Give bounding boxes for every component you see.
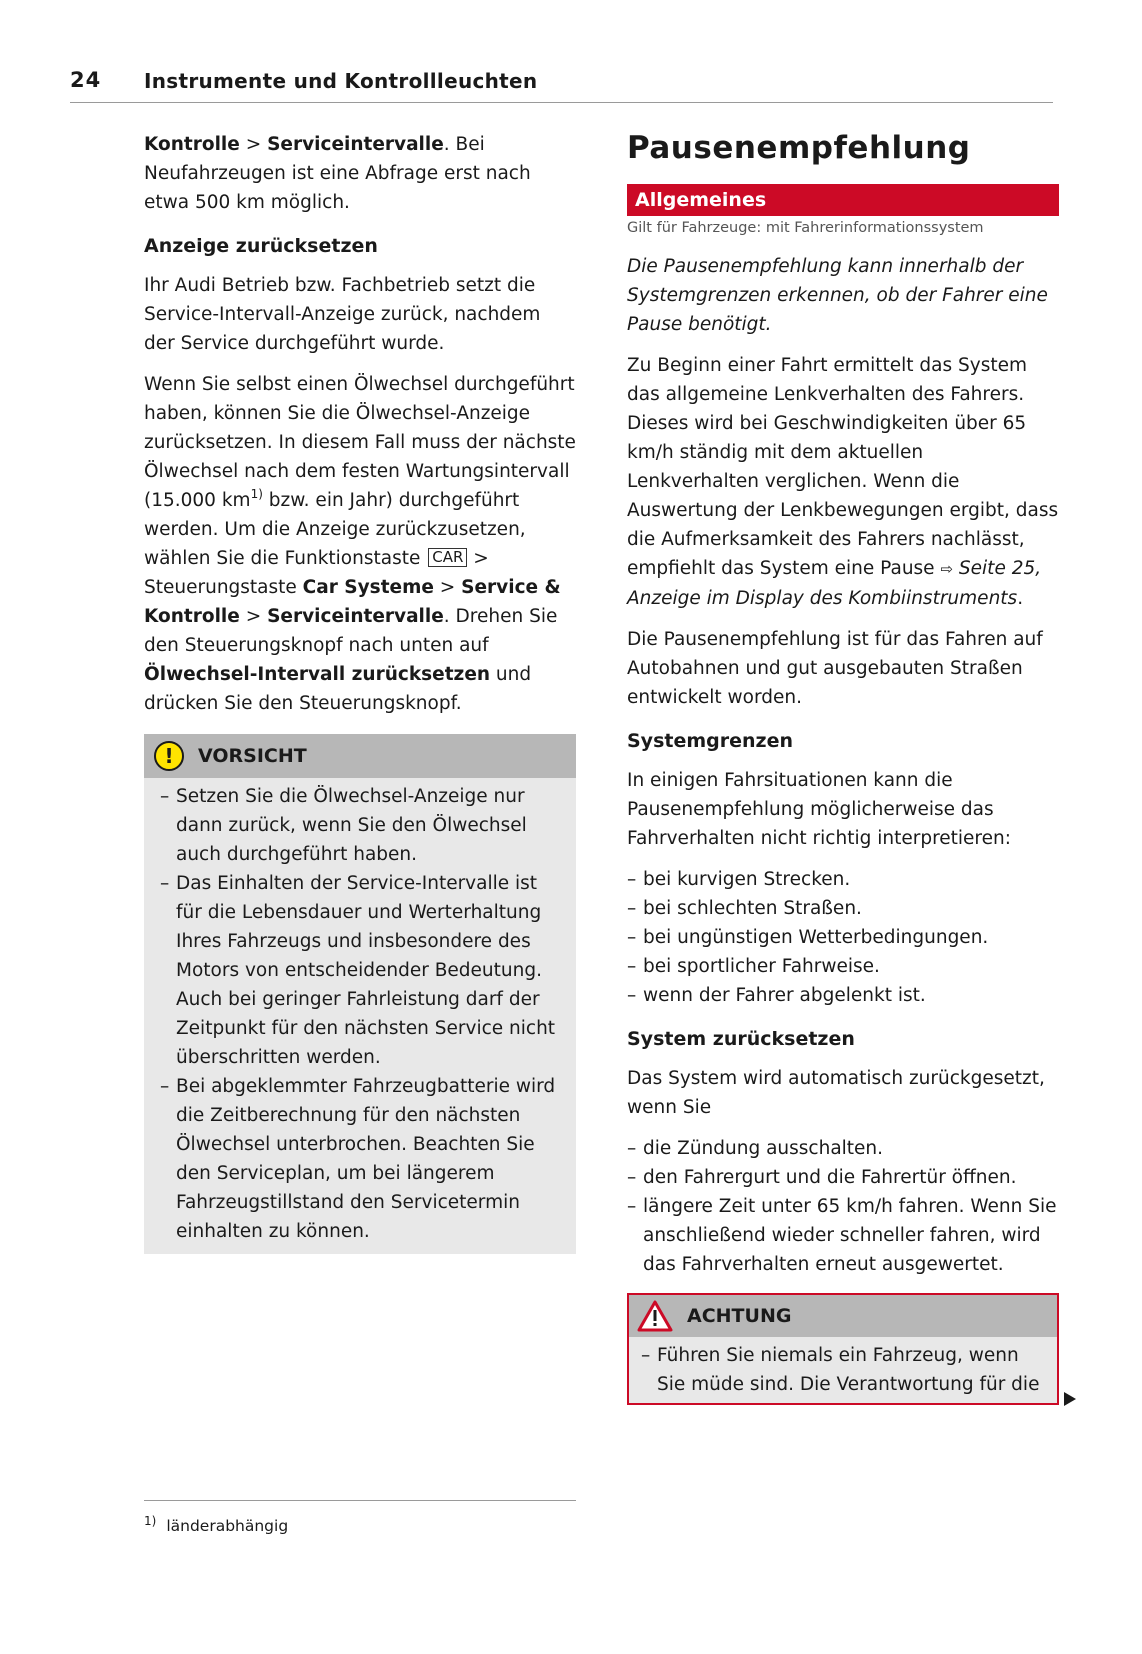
header-title: Instrumente und Kontrollleuchten <box>144 69 538 93</box>
system-limits-heading: Systemgrenzen <box>627 730 793 752</box>
footnote-divider <box>144 1500 576 1501</box>
list-item: – bei ungünstigen Wetterbedingungen. <box>627 923 1059 952</box>
warning-box <box>627 1293 1059 1405</box>
reset-display-paragraph: Ihr Audi Betrieb bzw. Fachbetrieb setzt die Service-Intervall-Anzeige zurück, nachdem der Service durchgeführt wurde. <box>144 275 541 354</box>
menu-path-serviceintervalle: Serviceintervalle <box>267 134 444 155</box>
list-item: – wenn der Fahrer abgelenkt ist. <box>627 981 1059 1010</box>
left-column <box>144 130 576 1254</box>
caution-icon: ! <box>154 741 184 771</box>
purpose-paragraph: Die Pausenempfehlung ist für das Fahren auf Autobahnen und gut ausgebauten Straßen entwickelt worden. <box>627 629 1043 708</box>
footnote <box>144 1514 288 1535</box>
oil-change-paragraph: Wenn Sie selbst einen Ölwechsel durchgeführt haben, können Sie die Ölwechsel-Anzeige zurücksetzen. In diesem Fall muss der nächste Ölwechsel nach dem festen Wartungsintervall (15.000 $km^{1)}$ bzw. ein Jahr) durchgeführt werden. Um die Anzeige zurückzusetzen, wählen Sie die Funktionstaste CAR > Steuerungstaste Car Systeme > Service & Kontrolle > Serviceintervalle. Drehen Sie den Steuerungsknopf nach unten auf Ölwechsel-Intervall zurücksetzen und drücken Sie den Steuerungsknopf. <box>144 374 576 714</box>
applicability-note: Gilt für Fahrzeuge: mit Fahrerinformationssystem <box>627 220 984 236</box>
right-column <box>627 130 1059 1405</box>
caution-item: – Das Einhalten der Service-Intervalle ist für die Lebensdauer und Werterhaltung Ihres Fahrzeugs und insbesondere des Motors von entscheidender Bedeutung. Auch bei geringer Fahrleistung darf der Zeitpunkt für den nächsten Service nicht überschritten werden. <box>160 869 564 1072</box>
warning-item: – Führen Sie niemals ein Fahrzeug, wenn Sie müde sind. Die Verantwortung für die <box>641 1341 1049 1399</box>
section-title: Pausenempfehlung <box>627 130 971 166</box>
page-header <box>70 68 1053 103</box>
system-limits-list <box>627 865 1059 1010</box>
list-item: – den Fahrergurt und die Fahrertür öffnen. <box>627 1163 1059 1192</box>
system-reset-list <box>627 1134 1059 1279</box>
cross-reference-link[interactable]: Seite 25, Anzeige im Display des Kombiinstruments <box>627 558 1042 609</box>
system-description-paragraph: Zu Beginn einer Fahrt ermittelt das System das allgemeine Lenkverhalten des Fahrers. Dieses wird bei Geschwindigkeiten über 65 km/h ständig mit dem aktuellen Lenkverhalten verglichen. Wenn die Auswertung der Lenkbewegungen ergibt, dass die Aufmerksamkeit des Fahrers nachlässt, empfiehlt das System eine Pause ⇨ Seite 25, Anzeige im Display des Kombiinstruments. <box>627 355 1059 609</box>
list-item: – längere Zeit unter 65 km/h fahren. Wenn Sie anschließend wieder schneller fahren, wird das Fahrverhalten erneut ausgewertet. <box>627 1192 1059 1279</box>
car-key-label: CAR <box>428 548 467 567</box>
footnote-text: länderabhängig <box>166 1517 289 1535</box>
caution-box <box>144 734 576 1254</box>
list-item: – bei kurvigen Strecken. <box>627 865 1059 894</box>
continued-arrow-icon <box>1063 1391 1077 1407</box>
list-item: – die Zündung ausschalten. <box>627 1134 1059 1163</box>
system-reset-heading: System zurücksetzen <box>627 1028 855 1050</box>
caution-label: VORSICHT <box>198 745 307 767</box>
menu-path-serviceintervalle-2: Serviceintervalle <box>267 606 444 627</box>
system-limits-paragraph: In einigen Fahrsituationen kann die Pausenempfehlung möglicherweise das Fahrverhalten nicht richtig interpretieren: <box>627 770 1011 849</box>
caution-header <box>144 734 576 778</box>
page-number: 24 <box>70 68 102 92</box>
cross-reference-arrow-icon: ⇨ <box>940 560 954 578</box>
intro-paragraph: Die Pausenempfehlung kann innerhalb der Systemgrenzen erkennen, ob der Fahrer eine Pause benötigt. <box>627 256 1048 335</box>
menu-path-car-systeme: Car Systeme <box>302 577 434 598</box>
service-query-paragraph: Kontrolle > Serviceintervalle. Bei Neufahrzeugen ist eine Abfrage erst nach etwa 500 km möglich. <box>144 134 531 213</box>
caution-item: – Setzen Sie die Ölwechsel-Anzeige nur dann zurück, wenn Sie den Ölwechsel auch durchgeführt haben. <box>160 782 564 869</box>
warning-list <box>629 1337 1057 1403</box>
footnote-reference: 1) <box>250 487 263 501</box>
warning-triangle-icon <box>637 1300 673 1332</box>
menu-path-kontrolle: Kontrolle <box>144 134 240 155</box>
caution-item: – Bei abgeklemmter Fahrzeugbatterie wird die Zeitberechnung für den nächsten Ölwechsel unterbrochen. Beachten Sie den Serviceplan, um bei längerem Fahrzeugstillstand den Servicetermin einhalten zu können. <box>160 1072 564 1246</box>
list-item: – bei schlechten Straßen. <box>627 894 1059 923</box>
caution-list <box>144 778 576 1248</box>
subsection-bar: Allgemeines <box>627 184 1059 216</box>
system-reset-paragraph: Das System wird automatisch zurückgesetzt, wenn Sie <box>627 1068 1045 1118</box>
footnote-mark: 1) <box>144 1514 157 1528</box>
menu-path-oil-reset: Ölwechsel-Intervall zurücksetzen <box>144 664 491 685</box>
menu-path-service-kontrolle: Service & Kontrolle <box>144 577 561 627</box>
warning-label: ACHTUNG <box>687 1305 792 1327</box>
reset-display-heading: Anzeige zurücksetzen <box>144 235 378 257</box>
warning-header <box>629 1295 1057 1337</box>
list-item: – bei sportlicher Fahrweise. <box>627 952 1059 981</box>
